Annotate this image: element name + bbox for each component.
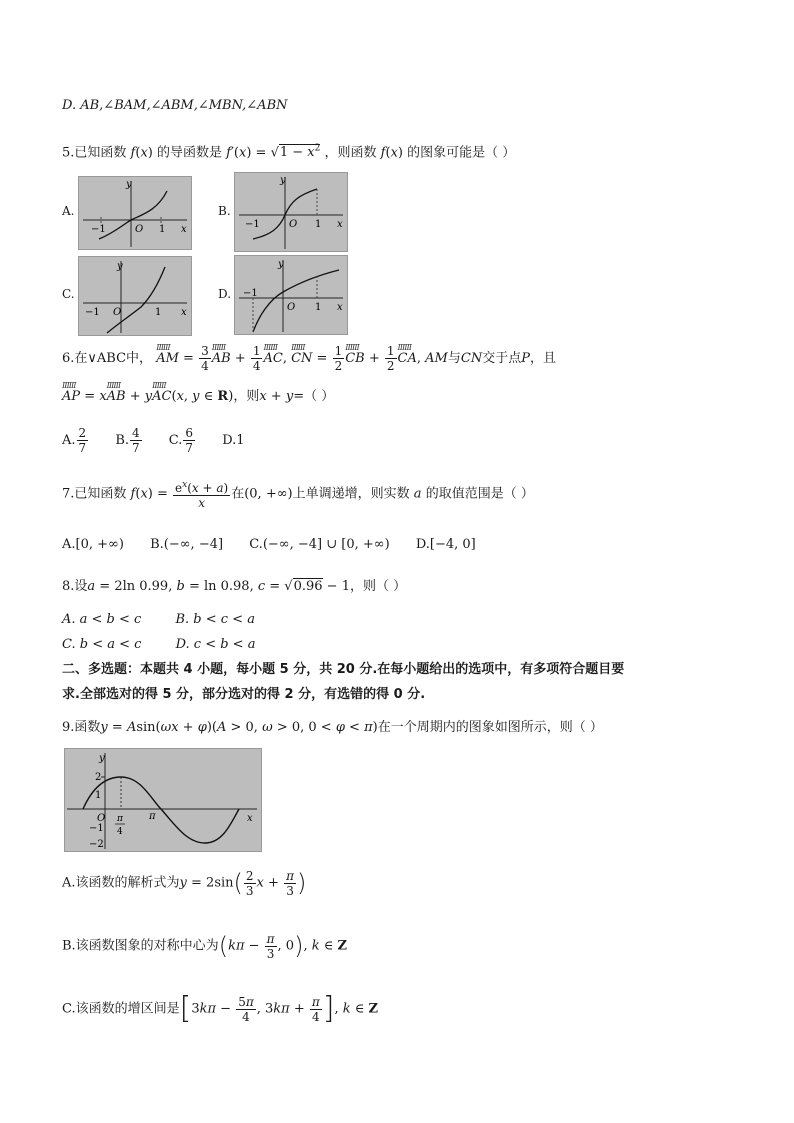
- q6-stem-post: 与: [447, 351, 461, 366]
- q6-line2-post: ，则: [233, 389, 260, 404]
- q5-option-c-graph: [78, 256, 192, 336]
- q9-option-c-pre: C.该函数的增区间是: [62, 1001, 180, 1017]
- q6-stem-end: 交于点: [482, 351, 522, 366]
- graph-tick-neg1: −1: [243, 288, 258, 299]
- q6-stem-pre: 6.在∨ABC中，: [62, 351, 153, 366]
- q4-option-d-text: D. AB,∠BAM,∠ABM,∠MBN,∠ABN: [62, 98, 288, 113]
- graph-origin-label: O: [287, 302, 296, 313]
- graph-tick-pi: π: [149, 811, 156, 822]
- q5-option-b-label: B.: [218, 204, 231, 218]
- q8-option-b: B. b < c < a: [175, 612, 255, 627]
- graph-x-label: x: [337, 219, 343, 230]
- graph-y-label: y: [280, 175, 286, 186]
- graph-x-label: x: [181, 224, 187, 235]
- q6-stem-tail: ，且: [529, 351, 556, 366]
- q5-stem-end: 的图象可能是（ ）: [407, 145, 516, 161]
- graph-tick-neg1: −1: [245, 219, 260, 230]
- q9-option-a: A.该函数的解析式为y = 2sin( $\frac{2}{3}$ x + $\frac{\pi}{3}$ ): [62, 868, 307, 898]
- graph-origin-label: O: [135, 224, 144, 235]
- q8-option-a: A. a < b < c: [62, 612, 142, 627]
- q5-stem-post: ，则函数: [324, 145, 377, 161]
- graph-y-label: y: [117, 261, 123, 272]
- graph-tick-1: 1: [315, 302, 322, 313]
- q5-stem-pre: 5.已知函数: [62, 145, 127, 161]
- graph-origin-label: O: [113, 307, 122, 318]
- graph-x-label: x: [181, 307, 187, 318]
- q6-options: A. $\frac{2}{7}$ B. $\frac{4}{7}$ C. $\frac{6}{7}$ D.1: [62, 426, 245, 455]
- q6-stem-line1: 6.在∨ABC中， ⅢⅢ AM = $\frac{3}{4}$ ⅢⅢ AB + $\frac{1}{4}$ ⅢⅢ AC, ⅢⅢ CN = $\frac{1}{2}$ ⅢⅢ CB + $\frac{1}{2}$ ⅢⅢ CA, AM与CN交于点P，且: [62, 344, 556, 374]
- q6-option-d: D.1: [222, 433, 245, 448]
- q7-stem-pre: 7.已知函数: [62, 486, 127, 502]
- q7-option-d: D.: [415, 537, 430, 552]
- graph-tick-pi4-num: π: [117, 814, 123, 824]
- q5-stem: 5.已知函数 f(x) 的导函数是 $f'(x) = √1 - x^2$ ，则函数 f(x) 的图象可能是（ ）: [62, 144, 516, 161]
- q7-stem-end: 的取值范围是（ ）: [425, 486, 534, 502]
- q7-option-b: B.: [150, 537, 164, 552]
- section2-heading-line1: 二、多选题：本题共 4 小题，每小题 5 分，共 20 分.在每小题给出的选项中，有多项符合题目要: [62, 662, 625, 677]
- q9-option-b-pre: B.该函数图象的对称中心为: [62, 938, 219, 954]
- graph-tick-1: 1: [159, 224, 166, 235]
- q8-options-row2: [62, 636, 255, 654]
- graph-tick-neg1: −1: [89, 823, 104, 834]
- q5-option-d-graph: [234, 255, 348, 335]
- q6-option-b: B.: [115, 433, 129, 448]
- q9-option-c: C.该函数的增区间是[3kπ − $\frac{5\pi}{4}$ , 3kπ + $\frac{\pi}{4}$ ], k ∈ Z: [62, 991, 379, 1026]
- q9-option-b: B.该函数图象的对称中心为(kπ − $\frac{\pi}{3}$ , 0), k ∈ Z: [62, 931, 348, 961]
- graph-tick-neg2: −2: [89, 839, 104, 850]
- q8-option-d: D. c < b < a: [175, 637, 256, 652]
- q8-stem-end: ，则（ ）: [349, 579, 407, 594]
- q8-stem-pre: 8.设: [62, 579, 88, 594]
- graph-tick-2: 2: [95, 772, 102, 783]
- q7-stem-post: 上单调递增，则实数: [292, 486, 410, 502]
- q5-option-b-graph: [234, 172, 348, 252]
- q7-option-a: A.: [62, 537, 76, 552]
- graph-tick-neg1: −1: [85, 307, 100, 318]
- q9-stem: 9.函数y = Asin(ωx + φ)(A > 0, ω > 0, 0 < φ < π)在一个周期内的图象如图所示，则（ ）: [62, 720, 603, 735]
- q5-fx: f: [130, 145, 136, 161]
- q8-stem: 8.设a = 2ln 0.99, b = ln 0.98, c = √0.96 − 1，则（ ）: [62, 579, 407, 594]
- q5-stem-mid: 的导函数是: [157, 145, 223, 161]
- section2-heading-line2: 求.全部选对的得 5 分，部分选对的得 2 分，有选错的得 0 分.: [62, 687, 426, 702]
- q4-option-d: [62, 97, 288, 115]
- q7-stem-mid: 在: [231, 486, 245, 502]
- q6-option-c: C.: [168, 433, 183, 448]
- graph-tick-neg1: −1: [91, 224, 106, 235]
- graph-tick-1: 1: [155, 307, 162, 318]
- q5-option-d-label: D.: [218, 287, 232, 301]
- q7-option-c: C.: [249, 537, 263, 552]
- q8-option-c: C. b < a < c: [62, 637, 142, 652]
- q7-stem: 7.已知函数 f(x) = $\frac{e^x(x + a)}{x}$ 在(0, +∞)上单调递增，则实数 a 的取值范围是（ ）: [62, 480, 534, 510]
- q9-stem-pre: 9.函数: [62, 720, 101, 735]
- q9-sine-graph: [64, 748, 262, 852]
- q7-options: A.[0, +∞) B.(−∞, −4] C.(−∞, −4] ∪ [0, +∞) D.[−4, 0]: [62, 537, 476, 552]
- graph-tick-pi4-den: 4: [117, 827, 123, 837]
- q6-option-a: A.: [62, 433, 76, 448]
- graph-y-label: y: [126, 179, 132, 190]
- q6-stem-line2: ⅢⅢ AP = xⅢⅢ AB + yⅢⅢ AC(x, y ∈ R)，则x + y=（ ）: [62, 388, 334, 406]
- graph-x-label: x: [337, 302, 343, 313]
- q5-option-c-label: C.: [62, 287, 75, 301]
- graph-tick-1: 1: [95, 790, 102, 801]
- graph-x-label: x: [247, 813, 253, 824]
- q8-options-row1: [62, 611, 255, 629]
- q5-option-a-label: A.: [62, 204, 75, 218]
- graph-origin-label: O: [97, 813, 106, 824]
- q5-option-a-graph: [78, 176, 192, 250]
- q6-line2-end: =（ ）: [293, 389, 335, 404]
- graph-y-label: y: [99, 753, 105, 764]
- q9-option-a-pre: A.该函数的解析式为: [62, 875, 180, 891]
- q9-stem-end: 在一个周期内的图象如图所示，则（ ）: [377, 720, 603, 735]
- graph-y-label: y: [278, 259, 284, 270]
- graph-origin-label: O: [289, 219, 298, 230]
- graph-tick-1: 1: [315, 219, 322, 230]
